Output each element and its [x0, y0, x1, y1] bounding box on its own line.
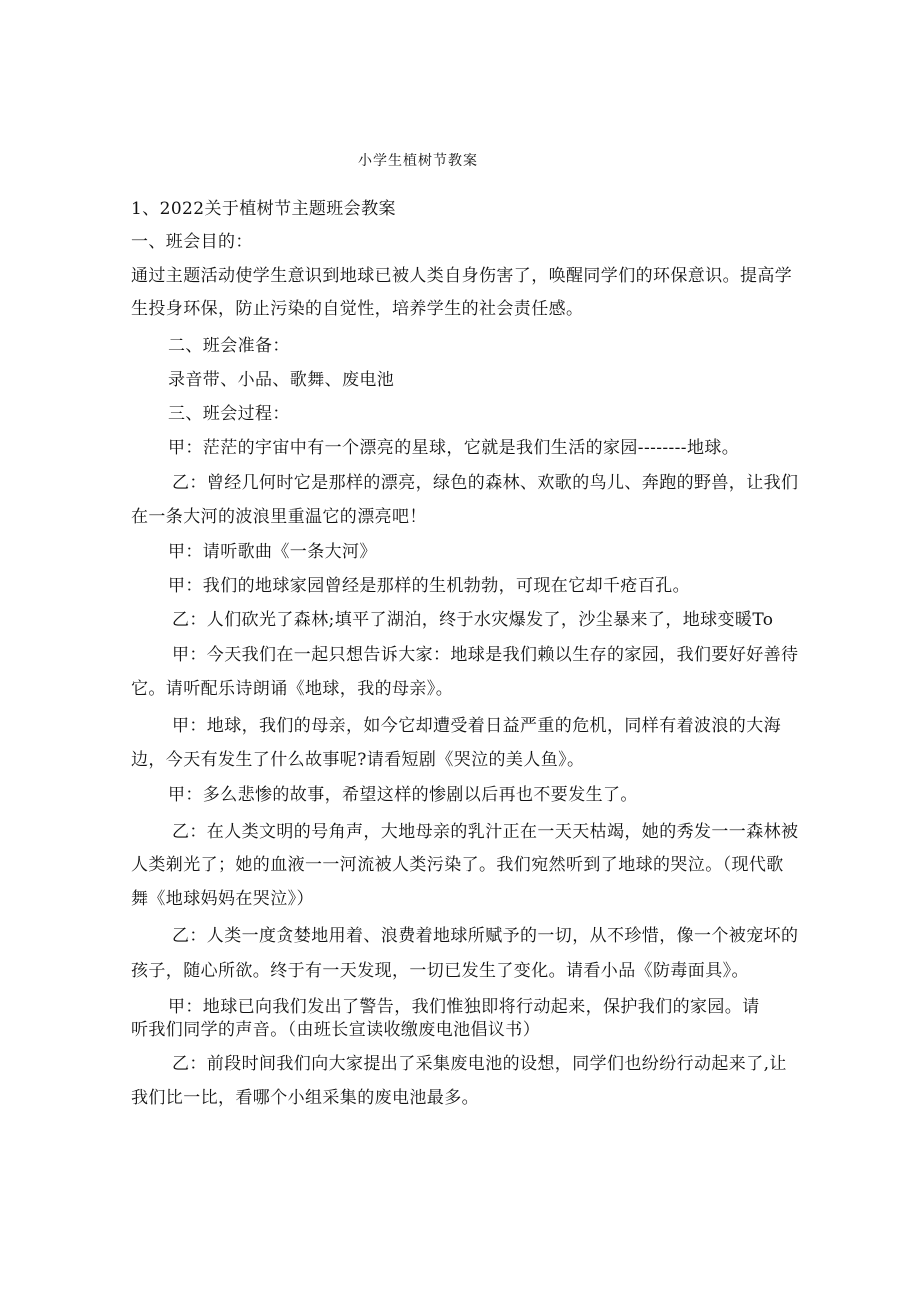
dialogue-line: 在一条大河的波浪里重温它的漂亮吧！: [131, 507, 427, 527]
dialogue-line: 甲：茫茫的宇宙中有一个漂亮的星球，它就是我们生活的家园--------地球。: [168, 438, 740, 458]
dialogue-line: 边，今天有发生了什么故事呢?请看短剧《哭泣的美人鱼》。: [131, 750, 585, 770]
dialogue-line: 乙：曾经几何时它是那样的漂亮，绿色的森林、欢歌的鸟儿、奔跑的野兽，让我们: [172, 473, 799, 493]
dialogue-line: 我们比一比，看哪个小组采集的废电池最多。: [131, 1088, 479, 1108]
dialogue-line: 甲：我们的地球家园曾经是那样的生机勃勃，可现在它却千疮百孔。: [168, 576, 690, 596]
dialogue-line: 它。请听配乐诗朗诵《地球，我的母亲》。: [131, 679, 454, 699]
document-heading: 1、2022关于植树节主题班会教案: [131, 199, 396, 219]
materials-text: 录音带、小品、歌舞、废电池: [168, 370, 395, 390]
dialogue-line: 孩子，随心所欲。终于有一天发现，一切已发生了变化。请看小品《防毒面具》。: [131, 961, 749, 981]
page-title: 小学生植树节教案: [358, 153, 478, 169]
section-heading-preparation: 二、班会准备：: [168, 336, 290, 356]
dialogue-line: 人类剃光了；她的血液一一河流被人类污染了。我们宛然听到了地球的哭泣。（现代歌: [131, 855, 784, 875]
dialogue-line: 乙：人们砍光了森林;填平了湖泊，终于水灾爆发了，沙尘暴来了，地球变暖To: [172, 610, 774, 630]
dialogue-line: 甲：地球已向我们发出了警告，我们惟独即将行动起来，保护我们的家园。请: [168, 997, 760, 1017]
section-heading-process: 三、班会过程：: [168, 404, 290, 424]
purpose-text-line: 通过主题活动使学生意识到地球已被人类自身伤害了，唤醒同学们的环保意识。提高学: [131, 266, 793, 286]
purpose-text-line: 生投身环保，防止污染的自觉性，培养学生的社会责任感。: [131, 299, 584, 319]
dialogue-line: 甲：请听歌曲《一条大河》: [168, 542, 377, 562]
dialogue-line: 甲：多么悲惨的故事，希望这样的惨剧以后再也不要发生了。: [168, 785, 638, 805]
dialogue-line: 乙：人类一度贪婪地用着、浪费着地球所赋予的一切，从不珍惜，像一个被宠坏的: [172, 926, 799, 946]
dialogue-line: 甲：地球，我们的母亲，如今它却遭受着日益严重的危机，同样有着波浪的大海: [172, 716, 781, 736]
section-heading-purpose: 一、班会目的：: [131, 232, 253, 252]
dialogue-line: 乙：前段时间我们向大家提出了采集废电池的设想，同学们也纷纷行动起来了,让: [172, 1054, 787, 1074]
dialogue-line: 乙：在人类文明的号角声，大地母亲的乳汁正在一天天枯竭，她的秀发一一森林被: [172, 822, 799, 842]
dialogue-line: 甲：今天我们在一起只想告诉大家：地球是我们赖以生存的家园，我们要好好善待: [172, 645, 799, 665]
dialogue-line: 听我们同学的声音。（由班长宣读收缴废电池倡议书）: [131, 1020, 541, 1040]
dialogue-line: 舞《地球妈妈在哭泣》）: [131, 889, 314, 909]
